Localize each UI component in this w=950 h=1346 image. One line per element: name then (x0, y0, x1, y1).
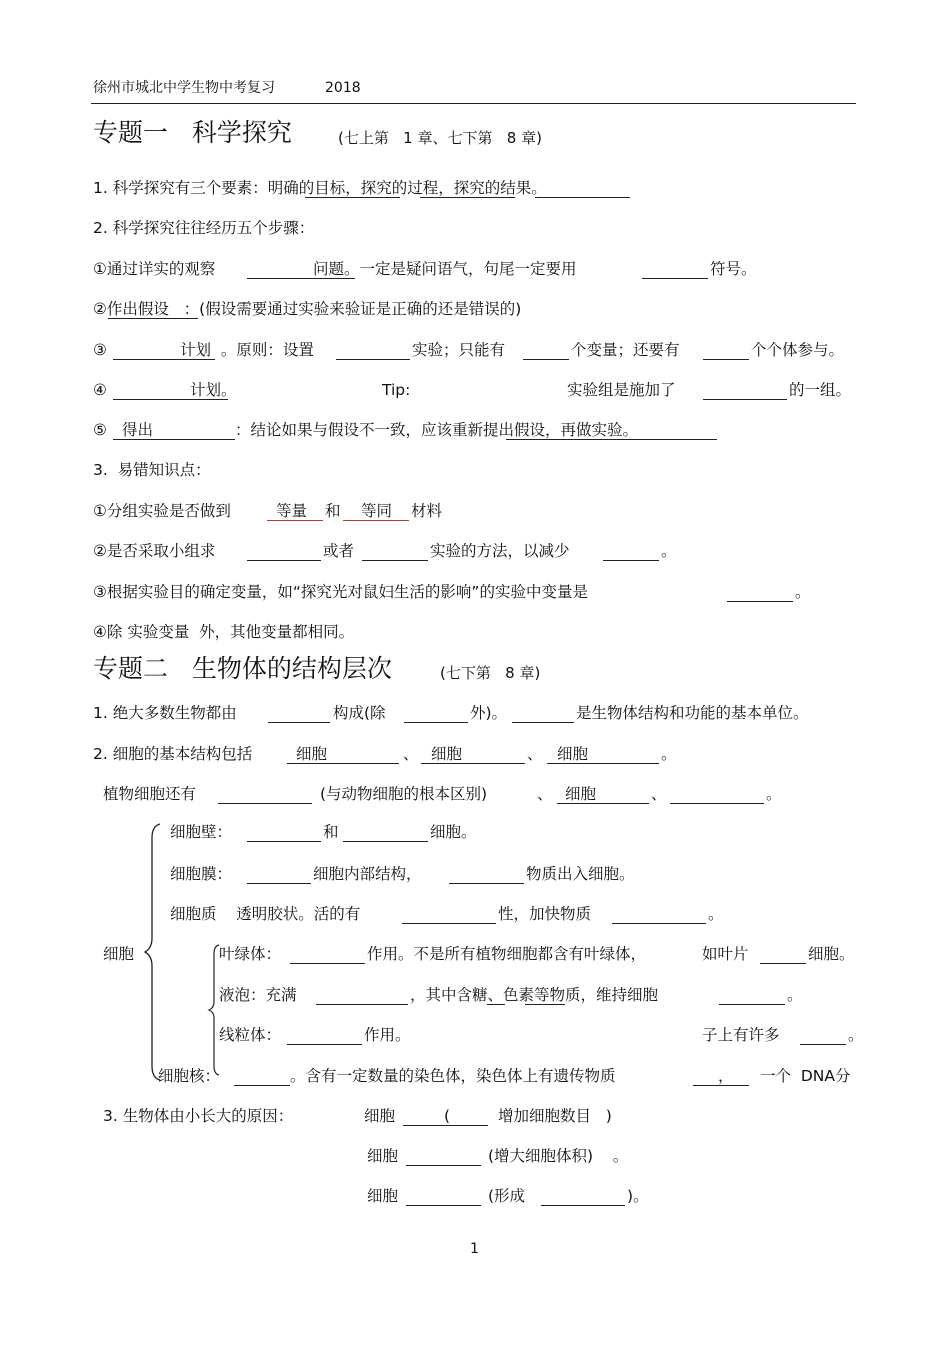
topic1-q1: 1. 科学探究有三个要素：明确的目标，探究的过程，探究的结果。 (93, 179, 547, 197)
vacuole-text: ，其中含糖、色素等物质，维持细胞 (410, 986, 659, 1004)
step3-text: 个变量；还要有 (571, 341, 680, 359)
topic2-q1: 1. 绝大多数生物都由 (93, 704, 237, 722)
blank (402, 923, 496, 924)
blank (290, 963, 365, 964)
growth-text: 细胞 (367, 1147, 399, 1165)
blank (800, 1044, 846, 1045)
chloroplast-text: 叶绿体： (219, 945, 282, 963)
nucleus-text: 。含有一定数量的染色体，染色体上有遗传物质 (290, 1067, 616, 1085)
topic2-q2: 。 (661, 745, 677, 763)
cell-membrane-text: 细胞膜： (170, 865, 233, 883)
topic2-q1: 构成(除 (333, 704, 386, 722)
cytoplasm-text: 。 (708, 905, 724, 923)
growth-text: (增大细胞体积) 。 (488, 1147, 629, 1165)
blank (535, 197, 630, 198)
topic2-q2: 细胞 (557, 745, 589, 763)
error1-text: ①分组实验是否做到 (93, 502, 231, 520)
topic2-q1: 外)。 (470, 704, 508, 722)
blank (343, 841, 428, 842)
underline (305, 197, 400, 198)
blank (247, 883, 311, 884)
step4-text: 计划。 (190, 381, 237, 399)
cell-root-label: 细胞 (103, 945, 135, 963)
cell-wall-text: 细胞壁： (170, 823, 233, 841)
underline (420, 197, 515, 198)
outer-brace-icon (142, 820, 164, 1082)
cell-wall-text: 细胞。 (430, 823, 477, 841)
error1-text: 材料 (411, 502, 443, 520)
step2-text: ②作出假设 ：(假设需要通过实验来验证是正确的还是错误的) (93, 300, 522, 318)
error2-text: 或者 (323, 542, 355, 560)
nucleus-text: 细胞核： (158, 1067, 221, 1085)
cell-membrane-text: 物质出入细胞。 (526, 865, 635, 883)
blank (406, 1165, 481, 1166)
topic1-q2: 2. 科学探究往往经历五个步骤： (93, 219, 315, 237)
topic2-q1: 是生物体结构和功能的基本单位。 (576, 704, 809, 722)
plant-cell-text: 植物细胞还有 (103, 785, 197, 803)
vacuole-text: 液泡：充满 (219, 986, 297, 1004)
blank (703, 399, 787, 400)
topic2-q2: 、 (403, 745, 419, 763)
blank (268, 722, 330, 723)
blank (541, 1205, 625, 1206)
error1-answer: 等同 (361, 502, 393, 520)
plant-cell-text: 细胞 (565, 785, 597, 803)
growth-text: 细胞 (367, 1187, 399, 1205)
error2-text: 。 (661, 542, 677, 560)
plant-cell-text: 。 (766, 785, 782, 803)
blank (449, 883, 524, 884)
step4-text: 实验组是施加了 (567, 381, 676, 399)
blank (113, 439, 235, 440)
topic2-q2: 细胞 (296, 745, 328, 763)
plant-cell-text: (与动物细胞的根本区别) (320, 785, 488, 803)
step3-text: ③ (93, 341, 107, 359)
blank (336, 359, 410, 360)
cell-membrane-text: 细胞内部结构， (313, 865, 422, 883)
blank (727, 601, 793, 602)
error4-text: ④除 实验变量 外，其他变量都相同。 (93, 623, 355, 641)
blank (760, 963, 806, 964)
chloroplast-text: 作用。不是所有植物细胞都含有叶绿体， (367, 945, 647, 963)
cell-wall-text: 和 (323, 823, 339, 841)
step1-text: 问题。一定是疑问语气，句尾一定要用 (313, 260, 577, 278)
plant-cell-text: 、 (651, 785, 667, 803)
underline (487, 1004, 505, 1005)
error1-answer: 等量 (276, 502, 308, 520)
growth-text: 细胞 (364, 1107, 396, 1125)
chloroplast-text: 如叶片 (702, 945, 749, 963)
underline (343, 520, 409, 521)
topic2-q2: 细胞 (431, 745, 463, 763)
blank (512, 722, 574, 723)
step3-text: 个个体参与。 (751, 341, 845, 359)
page-number: 1 (470, 1241, 479, 1257)
header-school: 徐州市城北中学生物中考复习 (93, 80, 275, 96)
topic2-q2: 2. 细胞的基本结构包括 (93, 745, 253, 763)
mitochondria-text: 子上有许多 (702, 1026, 780, 1044)
topic2-q2: 、 (527, 745, 543, 763)
chloroplast-text: 细胞。 (808, 945, 855, 963)
underline (108, 318, 198, 319)
topic1-subtitle: (七上第 1 章、七下第 8 章) (338, 129, 542, 147)
growth-text: ( (444, 1107, 451, 1125)
mitochondria-text: 。 (848, 1026, 864, 1044)
cytoplasm-text: 细胞质 透明胶状。活的有 (170, 905, 361, 923)
vacuole-text: 。 (787, 986, 803, 1004)
blank (287, 1044, 362, 1045)
blank (406, 1205, 481, 1206)
underline (267, 520, 323, 521)
step4-text: ④ (93, 381, 107, 399)
blank (234, 1085, 290, 1086)
topic2-subtitle: (七下第 8 章) (440, 664, 541, 682)
cytoplasm-text: 性，加快物质 (498, 905, 592, 923)
error3-text: ③根据实验目的确定变量，如“探究光对鼠妇生活的影响”的实验中变量是 (93, 583, 588, 601)
error3-text: 。 (795, 583, 811, 601)
error1-text: 和 (325, 502, 341, 520)
growth-text: )。 (627, 1187, 649, 1205)
step5-text: 得出 (122, 421, 154, 439)
growth-text: (形成 (488, 1187, 526, 1205)
topic2-title: 专题二 生物体的结构层次 (93, 654, 392, 683)
topic1-title: 专题一 科学探究 (93, 118, 292, 147)
blank (362, 560, 428, 561)
blank (547, 763, 659, 764)
plant-cell-text: 、 (537, 785, 553, 803)
mitochondria-text: 作用。 (364, 1026, 411, 1044)
blank (316, 1004, 408, 1005)
blank (247, 841, 321, 842)
step5-text: ：结论如果与假设不一致，应该重新提出假设，再做实验。 (235, 421, 639, 439)
header-year: 2018 (325, 80, 361, 96)
header-rule (91, 103, 856, 104)
growth-text: 增加细胞数目 ) (498, 1107, 612, 1125)
underline (525, 1004, 565, 1005)
blank (703, 359, 749, 360)
underline (506, 439, 717, 440)
blank (523, 359, 569, 360)
blank (642, 278, 708, 279)
topic1-q3: 3. 易错知识点： (93, 461, 211, 479)
blank (218, 803, 312, 804)
step4-text: 的一组。 (789, 381, 852, 399)
step3-text: 计划 。原则：设置 (180, 341, 314, 359)
error2-text: ②是否采取小组求 (93, 542, 216, 560)
blank (247, 560, 321, 561)
blank (421, 763, 525, 764)
step1-text: ①通过详实的观察 (93, 260, 216, 278)
blank (612, 923, 706, 924)
blank (670, 803, 764, 804)
blank (719, 1004, 785, 1005)
blank (287, 763, 399, 764)
mitochondria-text: 线粒体： (219, 1026, 282, 1044)
blank (404, 722, 468, 723)
blank (557, 803, 649, 804)
step1-text: 符号。 (710, 260, 757, 278)
step3-text: 实验；只能有 (412, 341, 506, 359)
error2-text: 实验的方法，以减少 (430, 542, 570, 560)
nucleus-text: 一个 DNA分 (760, 1067, 851, 1085)
topic2-q3: 3. 生物体由小长大的原因： (103, 1107, 294, 1125)
blank (603, 560, 659, 561)
step5-text: ⑤ (93, 421, 107, 439)
nucleus-text: ， (718, 1067, 734, 1085)
step4-tip: Tip: (382, 381, 411, 399)
